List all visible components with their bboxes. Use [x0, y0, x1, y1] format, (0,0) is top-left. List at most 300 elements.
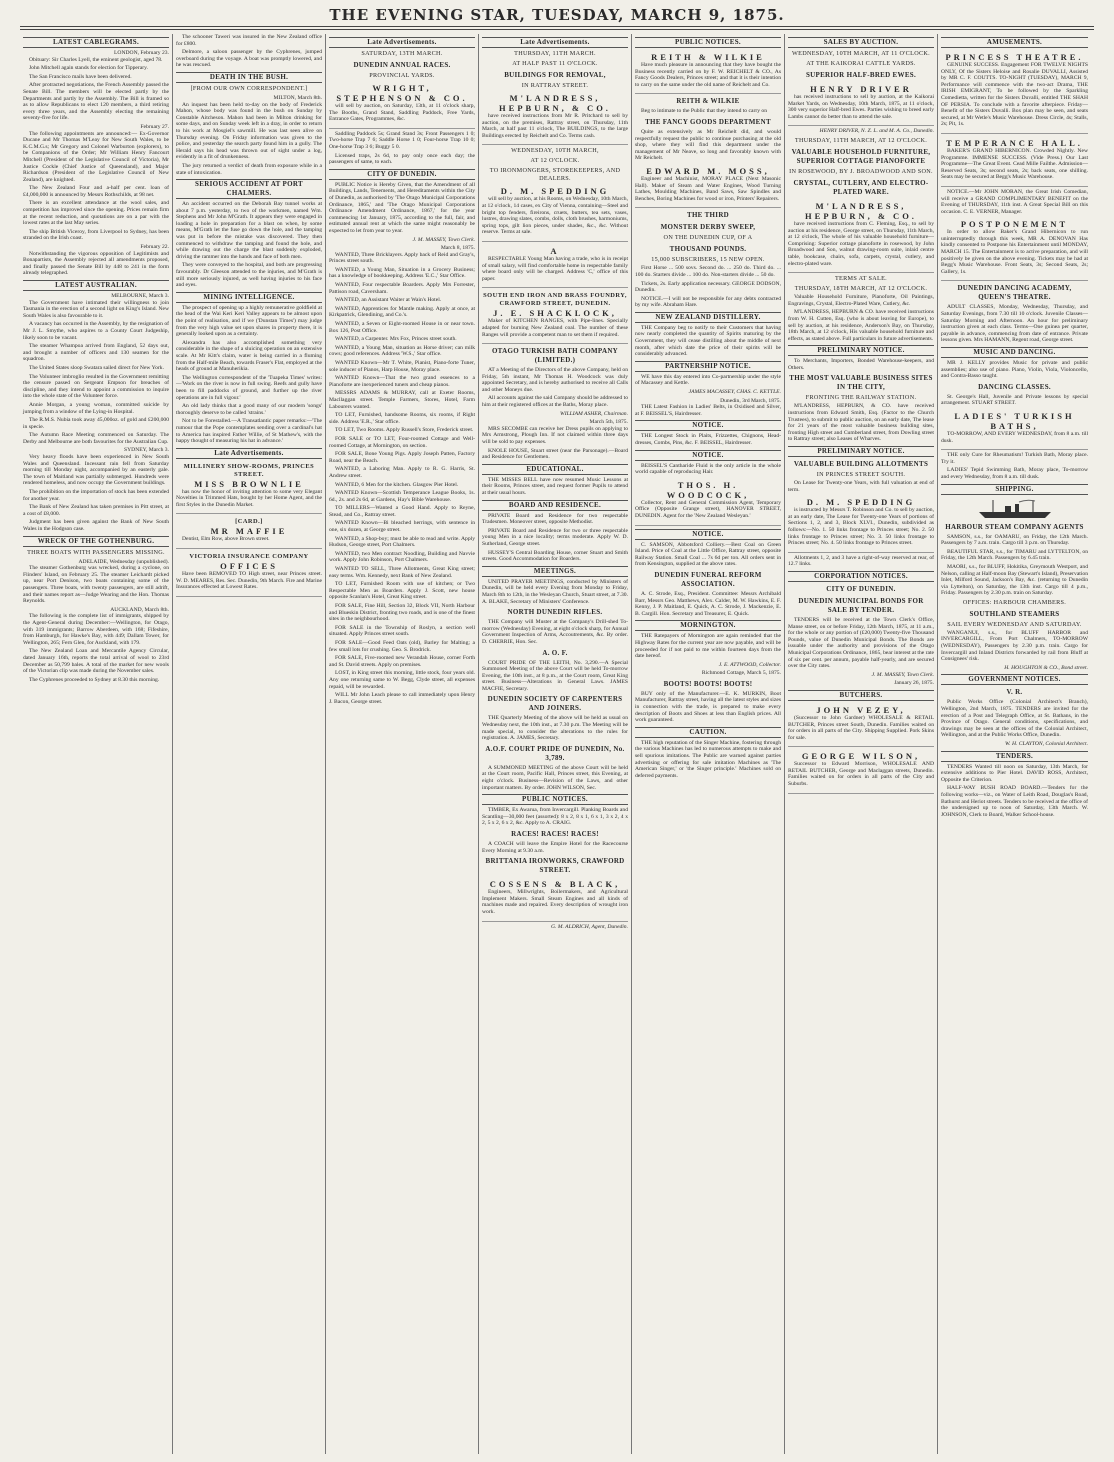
- paragraph: WANTED, Three Bricklayers. Apply back of Reid and Gray's, Princes street south.: [329, 251, 475, 265]
- paragraph: HUSSEY'S Central Boarding House, corner Stuart and Smith streets. Good Accommodation for Boarders.: [482, 549, 628, 563]
- dateline: SYDNEY, March 3.: [124, 447, 169, 454]
- advertisement: [941, 136, 1088, 187]
- ad-title: REITH & WILKIE: [651, 52, 765, 62]
- paragraph: The Cyphrenes proceeded to Sydney at 8.30 this morning.: [29, 676, 160, 683]
- subheading: 15,000 SUBSCRIBERS, 15 NEW OPEN.: [651, 256, 765, 264]
- paragraph: MRS SECOMBE can receive her Dress pupils on applying to Mrs Armstrong, Plough Inn. If not claimed within three days will be sold to pay expenses.: [482, 425, 628, 446]
- paragraph: Allotments 1, 2, and 3 have a right-of-way reserved at rear, of 12.7 links.: [788, 554, 934, 568]
- paragraph: ADULT CLASSES, Monday, Wednesday, Thursday, and Saturday Evenings, from 7.30 till 10 o'clock. Juvenile Classes—Saturday Morning and Afternoon. An hour for preliminary instruction given at each class. Terms—One guinea per quarter, payable in advance, commencing from date of entrance. Private lessons given. Mrs HAMANN, Regent road, George street.: [941, 304, 1088, 344]
- paragraph: THE Latest Fashion in Ladies' Belts, in Oxidised and Silver, at F. BEISSEL'S, Hairdresser.: [635, 404, 781, 417]
- paragraph: FOR SALE, Five-roomed new Verandah House, corner Forth and St. David streets. Apply on premises.: [329, 655, 475, 668]
- column-6: [785, 34, 938, 1454]
- advertisement: [482, 244, 628, 288]
- advertisement: [482, 877, 628, 921]
- paragraph: On Lease for Twenty-one Years, with full valuation at end of term.: [788, 480, 934, 493]
- ad-title: TEMPERANCE HALL.: [946, 137, 1083, 148]
- column-3: [326, 34, 479, 1454]
- paragraph: The prospect of opening up a highly remunerative goldfield at the head of the Wai Keri Keri Valley appears to be almost upon the point of realisation, and if we ('Dunstan Times') may judge from the very high value set upon shares in property there, it is generally looked upon as a certainty.: [176, 304, 322, 338]
- article-heading: DUNEDIN SOCIETY OF CARPENTERS AND JOINERS.: [487, 695, 623, 713]
- masthead-rule: [20, 26, 1094, 27]
- advertisement: [176, 461, 322, 515]
- section-heading: NEW ZEALAND DISTILLERY.: [635, 312, 781, 323]
- paragraph: SAMSON, s.s., for OAMARU, on Friday, the 12th March. Passengers by 7 a.m. train. Cargo till 3 p.m. on Thursday.: [941, 533, 1088, 547]
- paragraph: The following appointments are announced:— Ex-Governor Ducane and Mr Thomas M'Leay for New South Wales, to be K.C.M.G.s; Mr Gregory and Colonel Warburton (explorers), to be Companions of the Order; Mr William Henry Fancourt Mitchell (President of the Legislative Council of Victoria), Mr Justice Cockle (Chief Justice of Queensland), and Major Richardson (President of the Legislative Council of New Zealand), are knighted.: [23, 130, 169, 183]
- dateline: MELBOURNE, March 3.: [111, 293, 169, 299]
- subheading: IN ROSEWOOD, BY J. BROADWOOD AND SON.: [789, 167, 933, 175]
- paragraph: The following is the complete list of immigrants, shipped by the Agent-General during December:—Wellington, for Otago, with 319 immigrants; Barrow Aberdeen, with 168; Fifeshire, from Hamburgh, for Hawke's Bay, with 449; Dallam Tower, for Wellington, 265; Fern Glen, for Auckland, with 179.: [23, 613, 169, 646]
- section-heading: DEATH IN THE BUSH.: [176, 72, 322, 83]
- paragraph: Tickets, 2s. Early application necessary. GEORGE DODSON, Dunedin.: [635, 280, 781, 294]
- article-heading: THE MOST VALUABLE BUSINESS SITES IN THE CITY,: [789, 374, 933, 392]
- paragraph: The Volunteer imbroglio resulted in the Government remitting the censure passed on Sergeant Empson for breaches of discipline, and they intend to appoint a commission to inquire into the whole state of the Volunteer force.: [23, 373, 169, 400]
- dateline: March 8, 1875.: [440, 245, 475, 252]
- paragraph: The Wellington correspondent of the 'Tuapeka Times' writes:—'Work on the river is now in full swing. Reefs and gully have been to fill paddocks of ground, and further up the river operations are in full vigour.': [176, 374, 322, 401]
- paragraph: To Merchants, Importers, Bonded Warehouse-keepers, and Others.: [788, 358, 934, 371]
- ad-title: GEORGE WILSON,: [801, 751, 921, 762]
- paragraph: WANTED, a Laboring Man. Apply to R. G. Harris, St. Andrew street.: [329, 466, 475, 479]
- paragraph: TO LET, Furnished, handsome Rooms, six rooms, if Right side. Address 'E.R.,' Star office.: [329, 412, 475, 425]
- advertisement: [635, 478, 781, 526]
- article-heading: DUNEDIN DANCING ACADEMY, QUEEN'S THEATRE.: [957, 284, 1072, 302]
- dateline: February 22.: [140, 244, 169, 251]
- paragraph: WE have this day entered into Co-partnership under the style of Macassey and Kettle.: [635, 373, 781, 387]
- paragraph: The prohibition on the importation of stock has been extended for another year.: [23, 489, 169, 502]
- subheading: PROVINCIAL YARDS.: [369, 72, 435, 79]
- subheading: IN PRINCES STREET SOUTH.: [816, 471, 906, 479]
- paragraph: WANTED Known—Mr T. White, Pianist, Piano-forte Tuner, sole inducer of Pianos, Harp House, Moray place.: [329, 360, 475, 373]
- advertisement: [635, 50, 781, 94]
- section-heading: PARTNERSHIP NOTICE.: [635, 361, 781, 372]
- paragraph: FOR SALE or TO LET, Four-roomed Cottage and Well-roomed Cottage, at Mornington, on section.: [329, 435, 475, 449]
- ad-title: MR MAFFIE: [210, 526, 288, 537]
- ad-body: Engineer and Machinist, MORAY PLACE (Next Masonic Hall). Maker of Steam and Water Engines, Wood Turning Lathes, Moulding Machines, Band Saws, Saw Spindles and Benches, Boring Machines for wood or iron, Printers' Repairers.: [635, 175, 781, 202]
- paragraph: The Government have intimated their willingness to join Tasmania in the erection of a second light on King's Island. New South Wales is also favourable to it.: [23, 299, 169, 319]
- paragraph: WANTED, a Young Man, situation as Horse driver; can milk cows; good references. Address 'W.S.,' Star office.: [329, 344, 475, 358]
- article-heading: NORTH DUNEDIN RIFLES.: [507, 608, 603, 617]
- paragraph: TO LET, Furnished Room with use of kitchen; or Two Respectable Men as Boarders. Apply J. Scott, new house opposite Scanlan's Hotel, Great King street.: [329, 581, 475, 601]
- section-heading: MEETINGS.: [482, 566, 628, 577]
- paragraph: St. George's Hall, Juvenile and Private lessons by special arrangement. STUART STREET.: [941, 393, 1088, 407]
- dateline: Dunedin, 3rd March, 1875.: [720, 397, 781, 404]
- paragraph: WANTED, Four respectable Boarders. Apply Mrs Forrester, Pattison road, Caversham.: [329, 282, 475, 295]
- paragraph: Saddling Paddock 5s; Grand Stand 3s; Front Passengers 1 0; Two-horse Trap 7 6; Saddle Horse 1 0; Four-horse Trap 10 0; One-horse Trap 3 6; Buggy 5 0.: [329, 130, 475, 150]
- signature: H. HOUGHTON & CO., Bond street.: [1004, 664, 1088, 671]
- advertisement: [176, 516, 322, 549]
- advertisement: [329, 81, 475, 129]
- section-heading: MUSIC AND DANCING.: [941, 347, 1088, 358]
- section-heading: BUTCHERS.: [788, 690, 934, 701]
- paragraph: THE Quarterly Meeting of the above will be held as usual on Wednesday next, the 10th inst., at 7.30 p.m. The Meeting will be made special, to consider the alterations to the rules for registration. A. JAMES, Secretary.: [482, 715, 628, 742]
- ad-subtitle: VICTORIA INSURANCE COMPANY: [189, 553, 309, 561]
- paragraph: The ship British Viceroy, from Liverpool to Sydney, has been stranded on the Irish coast.: [23, 228, 169, 242]
- article-heading: VALUABLE HOUSEHOLD FURNITURE, SUPERIOR COTTAGE PIANOFORTE: [791, 147, 931, 165]
- ad-title: J. E. SHACKLOCK,: [493, 308, 617, 319]
- paragraph: WANTED, an Assistant Waiter at Wain's Hotel.: [335, 297, 442, 304]
- paragraph: Valuable Household Furniture, Pianoforte, Oil Paintings, Engravings, Crystal, Electro-Plated Ware, Cutlery, &c.: [788, 294, 934, 307]
- article-heading: A.O.F. COURT PRIDE OF DUNEDIN, No. 3,789.: [485, 744, 625, 762]
- section-heading: Late Advertisements.: [176, 448, 322, 459]
- ad-body: (Successor to John Gardner) WHOLESALE & RETAIL BUTCHER, Princes street South, Dunedin. Families waited on for orders in all parts of the City. Shipping Supplied. Pork Skins for sale.: [788, 714, 934, 741]
- ad-body: Have been REMOVED TO High street, near Princes street. W. D. MEARES, Res. Sec. Dunedin, 9th March. Fire and Marine Insurances effected at Lowest Rates.: [176, 571, 322, 591]
- paragraph: FOR SALE, Fine Hill, Section 32, Block VII, North Harbour and Blueskin District, fronting two roads, and is one of the finest sites in the neighbourhood.: [329, 603, 475, 623]
- paragraph: Quite as extensively as Mr Reichelt did, and would respectfully request the public to continue purchasing at the old shop, where they will find this department under the management of Mr Neave, so long and favorably known with Mr Reichelt.: [635, 128, 781, 162]
- paragraph: First Horse ... 500 sovs. Second do. ... 250 do. Third do. ... 100 do. Starters divide ... 100 do. Non-starters divide ... 50 do.: [635, 265, 781, 278]
- section-heading: CITY OF DUNEDIN.: [329, 169, 475, 180]
- column-4: [479, 34, 632, 1454]
- subheading: FRONTING THE RAILWAY STATION.: [805, 394, 917, 402]
- ad-body: GENUINE SUCCESS. Engagement FOR TWELVE NIGHTS ONLY, Of the Sisters Heloise and Rosalie DUVALLI, Assisted by MR C. F. COUTTS. TO-NIGHT (TUESDAY), MARCH 9, Performance will commence with the two-act Drama, THE IRISH EMIGRANT, To be followed by the Sparkling Comedietta, written for the Sisters Duvalli, entitled THE SHAH OF PERSIA. To conclude with a favorite afterpiece. Friday—Benefit of the Sisters Duvalli. Box plan may be seen, and seats secured, at Mr Wetle's Music Warehouse. Dress Circle, 4s; Stalls, 2s; Pit, 1s.: [941, 62, 1088, 128]
- subheading: [FROM OUR OWN CORRESPONDENT.]: [190, 84, 308, 92]
- ad-body: In order to allow Baker's Grand Hibernicon to run uninterruptedly through this week, MR A. DENOVAN Has kindly consented to Postpone his Entertainment until MONDAY, MARCH 15. The Entertainment is to active preparation, and will positively be given on the above evening. Tickets may be had at Begg's Music Warehouse. Front Seats, 3s; Second Seats, 2s; Gallery, 1s.: [941, 229, 1088, 275]
- paragraph: PUBLIC Notice is Hereby Given, that the Amendment of all Buildings, Lands, Tenements, and Hereditaments within the City of Dunedin, as authorised by 'The Otago Municipal Corporations Ordinance, 1865,' and 'The Otago Municipal Corporations Ordinance Amendment Ordinance, 1867,' for the year commencing 1st January, 1875, according to the full, fair, and estimated annual rent at which the same might reasonably be expected to let from year to year.: [329, 181, 475, 234]
- ad-title: COSSENS & BLACK,: [489, 879, 621, 890]
- dateline: Richmond Cottage, March 5, 1875.: [701, 670, 781, 677]
- article-heading: REITH & WILKIE: [676, 97, 740, 106]
- ad-body: have received instructions from C. Fleming, Esq., to sell by auction at his residence, George street, on Thursday, 11th March, at 12 o'clock, The whole of his valuable household furniture—Comprising: Superior cottage pianoforte in rosewood, by John Broadwood and Son, walnut drawing-room suite, inlaid centre table, bookcase, chairs, sofa, carpets, crystal, cutlery, and electro-plated ware.: [788, 220, 934, 267]
- advertisement: [482, 184, 628, 242]
- column-5: [632, 34, 785, 1454]
- advertisement: [941, 50, 1088, 134]
- paragraph: THE Company beg to notify to their Customers that having now nearly completed the quantity of Spirits maturing by the Government, they will cease distilling about the middle of next month, after which date the price of their spirits will be considerably advanced.: [635, 324, 781, 358]
- paragraph: The R.M.S. Nubia took away 45,000oz. of gold and £200,000 in specie.: [23, 417, 169, 430]
- article-heading: VALUABLE BUILDING ALLOTMENTS: [793, 460, 929, 469]
- article-heading: SOUTHLAND STEAMERS: [969, 609, 1060, 618]
- ad-body: will sell by auction, at his Rooms, on Wednesday, 10th March, at 12 o'clock, 14 cases, ex City of Vienna, containing—Steel and bright top fenders, fireirons, cruets, butters, tea sets, vases, lustres, drawing slates, combs, dolls, cloth brushes, harmoniums, spring tops, gilt lion pieces, under shades, &c., &c. Without reserve. Terms at sale.: [482, 196, 628, 236]
- paragraph: WANTED TO SELL, Three Allotments, Great King street; easy terms. Wm. Kennedy, next Bank of New Zealand.: [329, 566, 475, 579]
- section-heading: CORPORATION NOTICES.: [788, 571, 934, 582]
- column-2: [173, 34, 326, 1454]
- paragraph: Annie Morgan, a young woman, committed suicide by jumping from a window of the Lying-in Hospital.: [23, 401, 169, 415]
- article-heading: HARBOUR STEAM COMPANY AGENTS: [945, 522, 1084, 531]
- paragraph: The schooner Taweri was insured in the New Zealand office for £800.: [176, 34, 322, 47]
- section-heading: NOTICE.: [635, 450, 781, 461]
- paragraph: Licensed traps, 2s 6d, to pay only once each day; the passengers of same, to each.: [329, 152, 475, 166]
- paragraph: FOR SALE, Bone Young Pigs. Apply Joseph Patten, Factory Road, near the Beach.: [329, 451, 475, 464]
- section-heading: EDUCATIONAL.: [482, 464, 628, 475]
- dateline: MILTON, March 8th.: [273, 94, 322, 101]
- ad-body: Collector, Rent and General Commission Agent, Temporary Office (Opposite Grange street), HANOVER STREET, DUNEDIN. Agent for the 'New Zealand Wesleyan.': [635, 499, 781, 519]
- section-heading: PUBLIC NOTICES.: [482, 794, 628, 805]
- subheading: AT THE KAIKORAI CATTLE YARDS.: [806, 60, 916, 67]
- column-1: [20, 34, 173, 1454]
- signature: J. M. MASSEY, Town Clerk.: [412, 236, 475, 243]
- ad-title: WRIGHT, STEPHENSON & CO.: [336, 83, 468, 103]
- dateline: February 27.: [140, 123, 169, 130]
- advertisement: [635, 164, 781, 208]
- ad-body: Dentist, Elm Row, above Brown street.: [182, 536, 270, 543]
- paragraph: After protracted negotiations, the French Assembly passed the Senate Bill. The members will be elected partly by the Departments and partly by the Assembly. The Bill is framed so as to allow Republicans to elect 120 members, a third retiring every three years, and the Assembly electing the remaining seventy-five for life.: [23, 82, 169, 122]
- paragraph: THE only Cure for Rheumatism! Turkish Bath, Moray place. Try it.: [941, 452, 1088, 465]
- ad-title: M'LANDRESS, HEPBURN, & CO.: [499, 93, 611, 113]
- subheading: THURSDAY, 11TH MARCH, AT 12 O'CLOCK.: [794, 136, 928, 144]
- section-heading: LATEST AUSTRALIAN.: [23, 280, 169, 291]
- paragraph: FOR SALE in the Township of Roslyn, a section well situated. Apply Princes street south.: [329, 624, 475, 638]
- paragraph: TIMBER, Ex Awarua, from Invercargill. Planking Boards and Scantling—30,000 feet (assorted): 8 x 2, 8 x 1, 6 x 1, 3 x 2, 4 x 2, 5 x 2, 6 x 2, &c. Apply to A. CRAIG.: [482, 807, 628, 827]
- paragraph: WANTED, a Shop-boy; must be able to read and write. Apply Hudson, George street, Port Chalmers.: [329, 535, 475, 549]
- ad-subtitle: [CARD.]: [235, 518, 263, 526]
- paragraph: WANTED Known—Scottish Temperance League Books, 1s. 6d., 2s. and 2s 6d, at Gardens, Hay's Bible Warehouse.: [329, 490, 475, 503]
- subheading: WEDNESDAY, 10TH MARCH, AT 11 O'CLOCK.: [791, 50, 931, 57]
- section-heading: NOTICE.: [635, 529, 781, 540]
- paragraph: PRIVATE Board and Residence for two respectable Tradesmen. Moneover street, opposite Methodist.: [482, 512, 628, 526]
- subheading: TERMS AT SALE.: [834, 275, 888, 283]
- ad-title: D. M. SPEDDING: [806, 497, 916, 508]
- subheading: ON THE DUNEDIN CUP, OF A: [663, 234, 753, 242]
- ad-title: JOHN VEZEY,: [816, 704, 906, 715]
- paragraph: The San Francisco mails have been delivered.: [29, 73, 132, 80]
- ad-title: LADIES' TURKISH BATHS,: [954, 410, 1075, 431]
- subheading: IN RATTRAY STREET.: [521, 82, 589, 89]
- section-heading: BOARD AND RESIDENCE.: [482, 500, 628, 511]
- paragraph: BEAUTIFUL STAR, s.s., for TIMARU and LYTTELTON, on Friday, the 12th March. Passengers by 6.45 train.: [941, 548, 1088, 562]
- paragraph: KNOLE HOUSE, Stuart street (near the Parsonage).—Board and Residence for Gentlemen.: [482, 447, 628, 461]
- subheading: THURSDAY, 18TH MARCH, AT 12 O'CLOCK.: [794, 285, 928, 293]
- paragraph: TO MILLERS—Wanted a Good Hand. Apply to Reyne, Stead, and Co., Rattray street.: [329, 505, 475, 518]
- paragraph: LOST, in King street this morning, little stock, four years old. Any one returning same to W. Begg, Clyde street, all expenses repaid, will be rewarded.: [329, 670, 475, 690]
- section-heading: WRECK OF THE GOTHENBURG.: [23, 536, 169, 547]
- section-heading: PUBLIC NOTICES.: [635, 37, 781, 48]
- section-heading: CAUTION.: [635, 727, 781, 738]
- paragraph: Notwithstanding the vigorous opposition of Legitimists and Bonapartists, the Assembly rejected all amendments proposed, and finally passed the Senate Bill by 448 to 241 in the form already telegraphed.: [23, 250, 169, 277]
- paragraph: John Mitchell again stands for election for Tipperary.: [29, 65, 148, 72]
- paragraph: A COACH will leave the Empire Hotel for the Racecourse Every Morning at 9.30 a.m.: [482, 841, 628, 854]
- columns-container: [20, 34, 1094, 1454]
- section-heading: MINING INTELLIGENCE.: [176, 292, 322, 303]
- paragraph: AT a Meeting of the Directors of the above Company, held on Friday, 5th instant, Mr Thomas H. Woodcock was duly appointed Secretary, and is hereby authorised to receive all Calls and other Moneys due.: [482, 367, 628, 393]
- paragraph: WANTED, 6 Men for the kitchen. Glasgow Pier Hotel.: [335, 481, 459, 488]
- ad-body: Maker of KITCHEN RANGES, with Pipe-lines. Specially adapted for burning New Zealand coal. The number of these Ranges will provide a competent man to set them if required.: [482, 318, 628, 338]
- dateline: March 5th, 1875.: [589, 419, 628, 426]
- article-heading: MONSTER DERBY SWEEP,: [660, 223, 756, 232]
- article-heading: BRITTANIA IRONWORKS, CRAWFORD STREET.: [485, 857, 625, 875]
- paragraph: NOTICE.—I will not be responsible for any debts contracted by my wife. Abraham Hare.: [635, 295, 781, 309]
- advertisement: [788, 82, 934, 126]
- paragraph: Not to be Forestalled.—A Transatlantic paper remarks:—'The rumour that the Pope contemplates sending over a cardinal's hat to America has inspired Father Willie, of St Mathew's, with the happy thought of measuring his hat in advance.': [176, 418, 322, 445]
- article-heading: SUPERIOR HALF-BRED EWES.: [805, 71, 917, 79]
- ad-subtitle: SOUTH END IRON AND BRASS FOUNDRY, CRAWFORD STREET, DUNEDIN.: [483, 292, 627, 308]
- paragraph: The New Zealand Four and a-half per cent. loan of £4,000,000 is announced by Messrs Rothschilds, at 98 net.: [23, 185, 169, 198]
- ad-title: PRINCESS THEATRE.: [945, 52, 1084, 62]
- paragraph: WANTED, Apprentices for Mantle making. Apply at once, at Kirkpatrick, Glendining, and Co.'s.: [329, 305, 475, 319]
- paragraph: All accounts against the said Company should be addressed to him at their registered offices at the Baths, Moray place.: [482, 395, 628, 409]
- ad-body: Engineers, Millwrights, Boilermakers, and Agricultural Implement Makers. Small Steam Engines and all kinds of machines made and repaired. Every description of wrought iron work.: [482, 889, 628, 915]
- subheading: WEDNESDAY, 10TH MARCH,: [511, 147, 599, 155]
- ad-title: THOS. H. WOODCOCK,: [666, 479, 750, 500]
- article-heading: V. R.: [1006, 688, 1023, 697]
- paragraph: A. C. Strode, Esq., President. Committee: Messrs Archibald Barr, Messrs Geo. Matthews, Alex. Calder, M. W. Hawkins, E. F. Kenny, J. P. Maitland, E. Quick, A. C. Strode, J. Mackenzie, E. B. Cargill. Hon. Secretary and Treasurer, E. Quick.: [635, 590, 781, 617]
- dateline: LONDON, February 23.: [114, 50, 169, 56]
- paragraph: MAORI, s.s., for BLUFF, Hokitika, Greymouth Westport, and Nelson, calling at Half-moon Bay (Stewart's Island), Preservation Inlet, Milford Sound, Jackson's Bay, &c. (returning to Dunedin via Lyttelton), on Saturday, the 13th inst. Cargo till 4 p.m., Friday. Passengers by 2.30 p.m. train on Saturday.: [941, 563, 1088, 597]
- paragraph: The steamer Gothenburg was wrecked, during a cyclone, on Flinders' Island, on February 25. The steamer Leichardt picked up, near Port Denison, two boats containing some of the passengers. Three boats, with twenty passengers, are still adrift, and their names report as—Judge Wearing and the Hon. Thomas Reynolds.: [23, 565, 169, 605]
- section-heading: MORNINGTON.: [635, 620, 781, 631]
- paragraph: The steamer Whampoa arrived from England, 52 days out, and brought a number of officers and 130 seamen for the squadron.: [23, 343, 169, 363]
- ad-body: Have much pleasure in announcing that they have bought the Business recently carried on by F. W. REICHELT & CO., As Fancy Goods Dealers, Princes street; and that it is their intention to carry on the same under the old name of Reichelt and Co.: [635, 62, 781, 88]
- paragraph: Obituary: Sir Charles Lyell, the eminent geologist, aged 78.: [29, 56, 163, 63]
- advertisement: [788, 703, 934, 747]
- paragraph: C. SAMSON, Abbotsford Colliery.—Best Coal on Green Island. Price of Coal at the Little Office, Rattray street, opposite Railway Station. Small Coal ... 7s 6d per ton. All orders sent in from Kensington, supplied at the above rates.: [635, 541, 781, 568]
- section-heading: Late Advertisements.: [329, 37, 475, 48]
- paragraph: An old lady thinks that a good many of our modern 'songs' thoroughly deserve to be called 'strains.': [176, 403, 322, 416]
- advertisement: [788, 495, 934, 553]
- ad-title: EDWARD M. MOSS,: [646, 165, 770, 176]
- section-heading: NOTICE.: [635, 420, 781, 431]
- ad-title: A: [550, 245, 560, 256]
- paragraph: WANTED, a Young Man, Situation in a Grocery Business; has a knowledge of bookkeeping. Address 'E.C.,' Star Office.: [329, 266, 475, 280]
- paragraph: Judgment has been given against the Bank of New South Wales in the Hodgson case.: [23, 519, 169, 532]
- paragraph: Public Works Office (Colonial Architect's Branch), Wellington, 2nd March, 1875. TENDERS are invited for the erection of a Post and Telegraph Office, at St. Bathans, in the Province of Otago. General conditions, specifications, and drawings may be seen at the offices of the Colonial Architect, Wellington, and at the Public Works Office, Dunedin.: [941, 699, 1088, 739]
- paragraph: THE Longest Stock in Plaits, Frizzettes, Chignons, Head-dresses, Combs, Pins, &c. F. BEISSEL, Hairdresser.: [635, 433, 781, 446]
- paragraph: TO LET, Two Rooms. Apply Russell's Store, Frederick street.: [335, 427, 474, 434]
- subheading: THREE BOATS WITH PASSENGERS MISSING.: [27, 548, 165, 556]
- article-heading: BUILDINGS FOR REMOVAL,: [504, 71, 606, 79]
- subheading: OFFICES: HARBOUR CHAMBERS.: [962, 598, 1067, 606]
- subheading: AT 12 O'CLOCK.: [530, 157, 580, 165]
- paragraph: The Bank of New Zealand has taken premises in Pitt street, at a cost of £8,000.: [23, 504, 169, 517]
- paragraph: WANTED Known—That the two grand essences to a Pianoforte are inexperienced tuners and cheap pianos.: [329, 375, 475, 388]
- section-heading: SERIOUS ACCIDENT AT PORT CHALMERS.: [176, 179, 322, 199]
- subheading: AT HALF PAST 11 O'CLOCK.: [512, 60, 598, 67]
- dateline: AUCKLAND, March 8th.: [110, 606, 169, 613]
- paragraph: TENDERS Wanted till noon on Saturday, 13th March, for extensive additions to Pier Hotel. DAVID ROSS, Architect, Opposite the Criterion.: [941, 763, 1088, 783]
- paragraph: UNITED PRAYER MEETINGS, conducted by Ministers of Dunedin, will be held every Evening from Monday to Friday, March 8th to 12th, in the Wesleyan Church, Stuart street, at 7.30. A. BLAKE, Secretary of Ministers' Conference.: [482, 578, 628, 605]
- paragraph: The United States sloop Swatara sailed direct for New York.: [29, 364, 164, 371]
- ad-title: M'LANDRESS, HEPBURN, & CO.: [805, 200, 917, 221]
- ad-title: POSTPONEMENT: [960, 219, 1069, 230]
- paragraph: TENDERS will be received at the Town Clerk's Office, Manse street, on or before Friday, 12th March, 1875, at 11 a.m., for the whole or any portion of (£20,000) Twenty-five Thousand Pounds, value of Dunedin Municipal Bonds. The Bonds are issuable under the authority and provisions of the Otago Municipal Corporations Ordinance, 1865, bear interest at the rate of six per cent. per annum, payable half-yearly, and are secured over the City rates.: [788, 616, 935, 670]
- paragraph: Delmore, a saloon passenger by the Cyphrenes, jumped overboard during the voyage. A boat was promptly lowered, and he was rescued.: [176, 49, 322, 69]
- signature: JAMES MACASSEY, CHAS. C. KETTLE.: [688, 389, 781, 396]
- signature: HENRY DRIVER, N. Z. L. and M. A. Co., Dunedin.: [819, 128, 934, 135]
- paragraph: WANTED, a Seven or Eight-roomed House in or near town. Box 126, Post Office.: [329, 321, 475, 334]
- ad-body: will sell by auction, on Saturday, 13th, at 11 o'clock sharp, The Booths, Grand Stand, Saddling Paddock, Free Yards, Entrance Gates, Programmes, &c.: [329, 103, 475, 123]
- ad-body: have received instructions from Mr R. Pritchard to sell by auction, on the premises, Rattray street, on Thursday, 11th March, at half past 11 o'clock, The BUILDINGS, to the large Buildings erected by Reichelt and Co. Terms cash.: [482, 113, 628, 139]
- paragraph: WANTED Known—Bi bleached herrings, with sentence in one, six dozen, at George street.: [329, 520, 475, 534]
- section-heading: PRELIMINARY NOTICE.: [788, 345, 934, 356]
- section-heading: Late Advertisements.: [482, 37, 628, 48]
- paragraph: THE Ratepayers of Mornington are again reminded that the Highway Rates for the current year are now payable, and will be proceeded for if not paid to me within fourteen days from the date hereof.: [635, 633, 781, 660]
- article-heading: CITY OF DUNEDIN.: [826, 584, 896, 593]
- paragraph: M'LANDRESS, HEPBURN & CO. have received instructions from W. H. Cutten, Esq. (who is about leaving for Europe), to sell by auction, at his residence, Anderson's Bay, on Thursday, 18th March, at 12 o'clock, His valuable household furniture and effects, as stated above. Full particulars in future advertisements.: [788, 309, 934, 342]
- signature: G. M. ALDRICH, Agent, Dunedin.: [550, 923, 628, 930]
- signature: J. M. MASSEY, Town Clerk.: [871, 671, 934, 678]
- paragraph: There is an excellent attendance at the wool sales, and competition has improved since the opening. Prices remain firm at the recent reduction, and quotations are on a par with the lowest rates at the last May series.: [23, 200, 169, 227]
- ad-body: has now the honor of inviting attention to some very Elegant Novelties in Trimmed Hats, bought by her Home Agent, and the first Styles in the Dunedin Market.: [176, 488, 322, 508]
- article-heading: DANCING CLASSES.: [978, 382, 1051, 391]
- advertisement: [788, 199, 934, 273]
- paragraph: An accident occurred on the Deborah Bay tunnel works at about 7 p.m. yesterday, to two of the workmen, named Wm. Stephens and Mr John M'Grath. It appears they were engaged in loading a hole in preparation for a blast on when, by some means, M'Grath let the fuse go down the hole, and the tamping was put in before the mistake was discovered. They then commenced to withdraw the tamping and found the hole, and while drawing out the charge the blast suddenly exploded, driving the rammer into the hands and face of both men.: [176, 201, 322, 260]
- section-heading: PRELIMINARY NOTICE.: [788, 446, 934, 457]
- ad-title: D. M. SPEDDING: [500, 186, 610, 197]
- paragraph: WANTED, two Men contract Noodling, Building and Navvie work. Apply John Robinson, Port Chalmers.: [329, 550, 475, 564]
- ad-body: RESPECTABLE Young Man having a trade, who is in receipt of small salary, will find comfortable home in respectable family where board only will be charged. Address 'C,' office of this paper.: [482, 255, 628, 282]
- article-heading: OTAGO TURKISH BATH COMPANY (LIMITED.): [491, 347, 619, 365]
- article-heading: DUNEDIN MUNICIPAL BONDS FOR SALE BY TENDER.: [798, 596, 924, 614]
- dateline: ADELAIDE, Wednesday (unpublished).: [78, 558, 169, 565]
- ad-body: is instructed by Messrs T. Robinson and Co. to sell by auction, at an early date, The Lease for Twenty-one Years of portions of Sections 1, 2, and 3, Block XLVI., Dunedin, subdivided as follows:—No. 1. 50 links frontage to Princes street; No. 2. 50 links frontage to Princes street; No. 3. 50 links frontage to Princes street; No. 4. 50 links frontage to Princes street.: [788, 507, 934, 547]
- ad-title: HENRY DRIVER: [810, 84, 912, 94]
- signature: J. E. ATTWOOD, Collector.: [718, 661, 781, 668]
- advertisement: [941, 409, 1088, 450]
- section-heading: AMUSEMENTS.: [941, 37, 1088, 48]
- article-heading: THOUSAND POUNDS.: [669, 245, 747, 254]
- subheading: THURSDAY, 11TH MARCH.: [514, 50, 596, 57]
- column-7: [938, 34, 1091, 1454]
- article-heading: A. O. F.: [542, 648, 568, 657]
- dateline: January 26, 1875.: [894, 680, 934, 687]
- article-heading: THE FANCY GOODS DEPARTMENT: [645, 117, 771, 126]
- advertisement: [941, 217, 1088, 281]
- paragraph: The New Zealand Loan and Mercantile Agency Circular, dated January 16th, reports the total arrival of wool to 23rd December as 50,799 bales. A total of the market for new wools of the Victorian clip was made during the November sales.: [23, 648, 169, 675]
- paragraph: An inquest has been held to-day on the body of Frederick Mahon, whose body was found in the bush on Sunday by Constable Aitcheson. Mahon had been in Milton drinking for some days, and on Sunday week left in a dray, in order to return to his work at Mosgiel's sawmill. He was last seen alive on Thursday evening. On Friday information was given to the police, and yesterday the search party found him in a gully. The Herald says his head was thrown out of sight under a log, evidently in a fit of drunkenness.: [176, 101, 322, 161]
- paragraph: THE high reputation of the Singer Machine, fostering through the various Machines has led to numerous attempts to make and sell spurious imitations. The Public are warned against parties advertising or offering for sale imitation Machines as 'The American Singer,' or 'the Singer principle.' Machines sold on deferred payments.: [635, 739, 781, 779]
- paragraph: NOTICE.—Mr JOHN MORAN, the Great Irish Comedian, will receive a GRAND COMPLIMENTARY BENEFIT on the Evening of THURSDAY, 11th inst. A Great Special Bill on this occasion. C. E. VERNER, Manager.: [941, 188, 1088, 215]
- paragraph: Alexandra has also accomplished something very considerable in the shape of a sluicing operation on an extensive scale. At Mr Kitt's claim, water is being carried in a fluming from the Half-mile Beach, towards Fraser's Flat, employed at the heads of ground at Manuherikia.: [176, 339, 322, 373]
- article-heading: RACES! RACES! RACES!: [511, 830, 599, 838]
- paragraph: HALF-WAY BUSH ROAD BOARD.—Tenders for the following works—viz., on Water of Leith Road, Douglas's Road, Bathurst and Heriot streets. Tenders to be received at the office of the undersigned up to noon of Saturday, 13th March. W. JOHNSON, Clerk to Board, Walker School-house.: [941, 785, 1088, 818]
- subheading: TO IRONMONGERS, STOREKEEPERS, AND DEALERS.: [489, 167, 621, 183]
- article-heading: THE THIRD: [686, 211, 730, 220]
- paragraph: Very heavy floods have been experienced in New South Wales and Queensland. Incessant rain fell from Saturday morning till Monday night, accompanied by an easterly gale. The town of Maitland was partially submerged. Hundreds were rendered homeless, and now occupy the Government buildings.: [23, 454, 169, 487]
- paragraph: Beg to intimate to the Public that they intend to carry on: [641, 108, 767, 115]
- paragraph: PRIVATE Board and Residence for two or three respectable young Men in a nice locality; terms moderate. Apply W. D. Sutherland, George street.: [482, 527, 628, 547]
- ad-subtitle: MILLINERY SHOW-ROOMS, PRINCES STREET.: [183, 462, 315, 478]
- advertisement: [788, 749, 934, 793]
- paragraph: They were conveyed to the hospital, and both are progressing favourably. Dr Gleeson attended to the injuries, and M'Grath is still more seriously injured, as well having injuries to his face and eyes.: [176, 262, 322, 289]
- ad-body: TO-MORROW, AND EVERY WEDNESDAY, from 8 a.m. till dusk.: [941, 430, 1088, 444]
- ad-body: has received instructions to sell by auction, at the Kaikorai Market Yards, on Wednesday, 10th March, 1875, at 11 o'clock, 300 very superior Half-bred Ewes. Parties wishing to breed early Lambs cannot do better than to attend the sale.: [788, 94, 934, 120]
- paragraph: A vacancy has occurred in the Assembly, by the resignation of Mr J. L. Smythe, who aspires to a County Court Judgeship, likely soon to be vacant.: [23, 321, 169, 341]
- section-heading: SHIPPING.: [941, 484, 1088, 495]
- section-heading: LATEST CABLEGRAMS.: [23, 37, 169, 48]
- paragraph: MESSRS ADAMS & MURRAY, call at Exeter Rooms, Macllaggan street. Temple Farmers, Stores, Hotel, Farm Labourers wanted.: [329, 390, 475, 410]
- ad-body: BAKER'S GRAND HIBERNICON. Crowded Nightly. New Programme. IMMENSE SUCCESS. (Vide Press.) Our Last Programme—The Great Event. Cead Mille Failthe. Admission—Reserved Seats, 3s; second seats, 2s; back seats, one shilling. Seats may be secured at Begg's Music Warehouse.: [941, 147, 1088, 181]
- signature: W. H. CLAYTON, Colonial Architect.: [1005, 741, 1088, 747]
- section-heading: SALES BY AUCTION.: [788, 37, 934, 48]
- advertisement: [176, 551, 322, 597]
- paragraph: MR J. KELLY provides Music for private and public assemblies; also use of piano. Piano, Violin, Viola, Violoncello, and Contra-Basso taught.: [941, 360, 1088, 380]
- paragraph: BEISSEL'S Cantharide Fluid is the only article in the whole world capable of reproducing Hair.: [635, 462, 781, 476]
- article-heading: DUNEDIN FUNERAL REFORM ASSOCIATION.: [654, 570, 762, 588]
- article-heading: CRYSTAL, CUTLERY, AND ELECTRO-PLATED WARE.: [793, 178, 929, 196]
- paragraph: THE Company will Muster at the Company's Drill-shed To-morrow (Wednesday) Evening, at eight o'clock sharp, for Annual Government Inspection of Arms, Accoutrements, &c. By order. D. CHERRIE, Hon. Sec.: [482, 619, 628, 645]
- paragraph: BUY only of the Manufacturer.—E. K. MURKIN, Boot Manufacturer, Rattray street, having all the latest styles and sizes in connection with the trade, is prepared to make every description of Boots and Shoes at less than English prices. All work guaranteed.: [635, 690, 781, 724]
- paragraph: WILL Mr John Leach please to call immediately upon Henry J. Bacon, George street.: [329, 692, 475, 705]
- advertisement: [482, 290, 628, 344]
- ad-title: MISS BROWNLIE: [194, 478, 304, 489]
- advertisement: [482, 91, 628, 145]
- section-heading: GOVERNMENT NOTICES.: [941, 674, 1088, 685]
- article-heading: BOOTS! BOOTS! BOOTS!: [663, 679, 753, 688]
- steamship-icon: [975, 498, 1055, 520]
- masthead-rule-lower: [20, 29, 1094, 30]
- paragraph: M'LANDRESS, HEPBURN, & CO. have received instructions from Edward Smith, Esq. (Factor to the Church Trustees), to submit to public auction, on an early date, The lease for 21 years of the most valuable business building sites, fronting High street and Cumberland street, from Dowling street to Rattray street; also Leases of Wharves.: [788, 403, 934, 443]
- section-heading: TENDERS.: [941, 751, 1088, 762]
- paragraph: A SUMMONED MEETING of the above Court will be held at the Court room, Pacific Hall, Princes street, this Evening, at eight o'clock. Business—Revision of the Laws, and other important matters. By order. JOHN WILSON, Sec.: [482, 764, 628, 791]
- paragraph: COURT PRIDE OF THE LEITH, No. 3,290.—A Special Summoned Meeting of the above Court will be held To-morrow Evening, the 10th inst., at 8 p.m., at the Court room, Great King street. Business—Alterations in General Laws. JAMES MACFIE, Secretary.: [482, 659, 628, 692]
- paragraph: THE MISSES BELL have now resumed Music Lessons at their Rooms, Princes street, and request former Pupils to attend at their usual hours.: [482, 476, 628, 496]
- signature: WILLIAM ASHER, Chairman.: [560, 410, 628, 417]
- paragraph: The jury returned a verdict of death from exposure while in a state of intoxication.: [176, 162, 322, 176]
- steamship-illustration: [941, 498, 1088, 520]
- paragraph: FOR SALE—Good Feed Oats (old), Barley for Malting; a few small lots for crushing. Geo. S. Brodrick.: [329, 639, 475, 653]
- article-heading: DUNEDIN ANNUAL RACES.: [353, 61, 451, 69]
- paragraph: WANTED, a Carpenter. Mrs Fox, Princes street south.: [335, 336, 457, 343]
- masthead: THE EVENING STAR, TUESDAY, MARCH 9, 1875.: [329, 6, 785, 24]
- paragraph: LADIES' Tepid Swimming Bath, Moray place, To-morrow and every Wednesday, from 8 a.m. till dusk.: [941, 467, 1088, 480]
- ad-body: Successor to Edward Morrison, WHOLESALE AND RETAIL BUTCHER, George and Maclaggan streets, Dunedin. Families waited on for orders in all parts of the City and Suburbs.: [788, 761, 934, 788]
- subheading: SAIL EVERY WEDNESDAY AND SATURDAY.: [947, 620, 1082, 628]
- paragraph: WANGANUI, s.s., for BLUFF HARBOR and INVERCARGILL, From Port Chalmers, TO-MORROW (WEDNESDAY), Passengers by 2.30 p.m. train. Cargo for Invercargill and Inland Districts forwarded by rail from Bluff at Consignees' risk.: [941, 629, 1088, 663]
